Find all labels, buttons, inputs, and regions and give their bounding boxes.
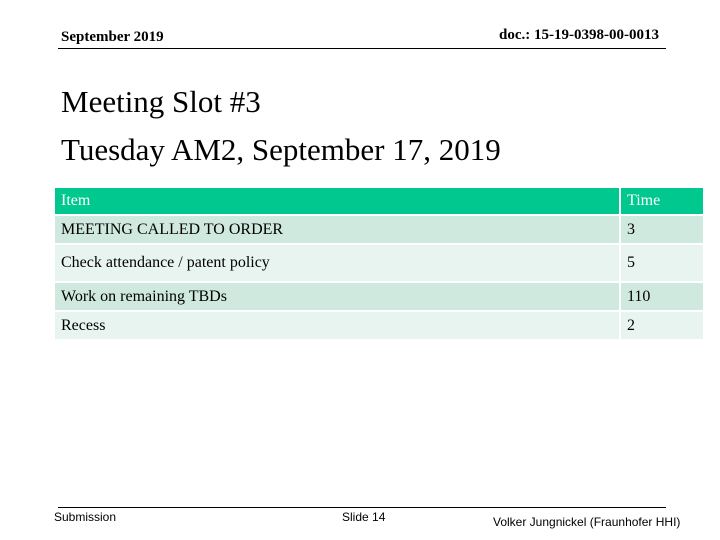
- footer-author: Volker Jungnickel (Fraunhofer HHI): [493, 515, 681, 529]
- footer-divider: [58, 507, 666, 508]
- row-item: Work on remaining TBDs: [55, 283, 621, 312]
- row-time: 5: [621, 245, 705, 283]
- row-time: 110: [621, 283, 705, 312]
- slide-title: [61, 78, 501, 174]
- agenda-table: [55, 188, 705, 341]
- title-line-1: Meeting Slot #3: [61, 84, 261, 119]
- footer-slide-number: Slide 14: [342, 510, 386, 524]
- row-time: 2: [621, 312, 705, 341]
- row-item: Recess: [55, 312, 621, 341]
- column-header-time: Time: [621, 188, 705, 216]
- column-header-item: Item: [55, 188, 621, 216]
- footer-submission: Submission: [54, 510, 117, 524]
- table-row: [55, 245, 705, 283]
- row-item: MEETING CALLED TO ORDER: [55, 216, 621, 245]
- header-divider: [58, 48, 666, 49]
- header-doc-id: doc.: 15-19-0398-00-0013: [499, 27, 659, 43]
- title-line-2: Tuesday AM2, September 17, 2019: [61, 132, 501, 167]
- row-item: Check attendance / patent policy: [55, 245, 621, 283]
- table-row: [55, 283, 705, 312]
- table-row: [55, 216, 705, 245]
- table-header-row: [55, 188, 705, 216]
- table-row: [55, 312, 705, 341]
- header-date: September 2019: [61, 29, 164, 45]
- row-time: 3: [621, 216, 705, 245]
